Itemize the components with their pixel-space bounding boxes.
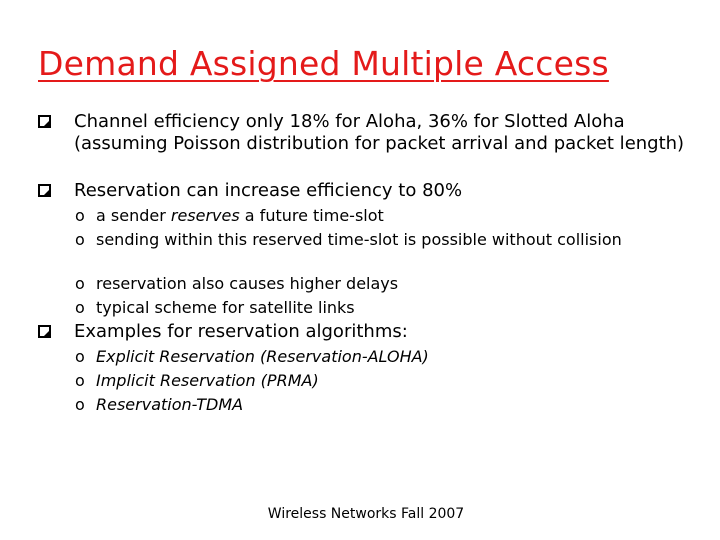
circle-bullet-icon: o <box>75 206 85 225</box>
sub-bullet-item <box>75 371 675 390</box>
sub-bullet-item <box>75 395 675 414</box>
sub-bullet-text: typical scheme for satellite links <box>96 298 355 317</box>
slide-title: Demand Assigned Multiple Access <box>38 44 609 83</box>
sub-bullet-item <box>75 274 675 293</box>
circle-bullet-icon: o <box>75 298 85 317</box>
slide-footer: Wireless Networks Fall 2007 <box>267 506 465 522</box>
sub-bullet-text: Implicit Reservation (PRMA) <box>96 371 319 390</box>
sub-bullet-text: a sender reserves a future time-slot <box>96 206 384 225</box>
circle-bullet-icon: o <box>75 230 85 249</box>
checkbox-bullet-icon <box>38 184 51 197</box>
checkbox-bullet-icon <box>38 325 51 338</box>
bullet-text: Channel efficiency only 18% for Aloha, 36% for Slotted Aloha (assuming Poisson distribution for packet arrival and packet length) <box>74 111 685 154</box>
bullet-item <box>38 111 698 155</box>
sub-bullet-item <box>75 298 675 317</box>
bullet-text: Reservation can increase efficiency to 80% <box>74 180 463 201</box>
bullet-text: Examples for reservation algorithms: <box>74 321 408 342</box>
sub-bullet-text: Explicit Reservation (Reservation-ALOHA) <box>96 347 429 366</box>
sub-bullet-text: Reservation-TDMA <box>96 395 244 414</box>
sub-bullet-text: sending within this reserved time-slot is possible without collision <box>96 230 622 249</box>
sub-bullet-item <box>75 206 675 225</box>
circle-bullet-icon: o <box>75 347 85 366</box>
sub-bullet-text: reservation also causes higher delays <box>96 274 399 293</box>
circle-bullet-icon: o <box>75 274 85 293</box>
bullet-item <box>38 180 698 202</box>
sub-bullet-item <box>75 230 675 249</box>
circle-bullet-icon: o <box>75 395 85 414</box>
sub-bullet-item <box>75 347 675 366</box>
checkbox-bullet-icon <box>38 115 51 128</box>
bullet-item <box>38 321 698 343</box>
circle-bullet-icon: o <box>75 371 85 390</box>
